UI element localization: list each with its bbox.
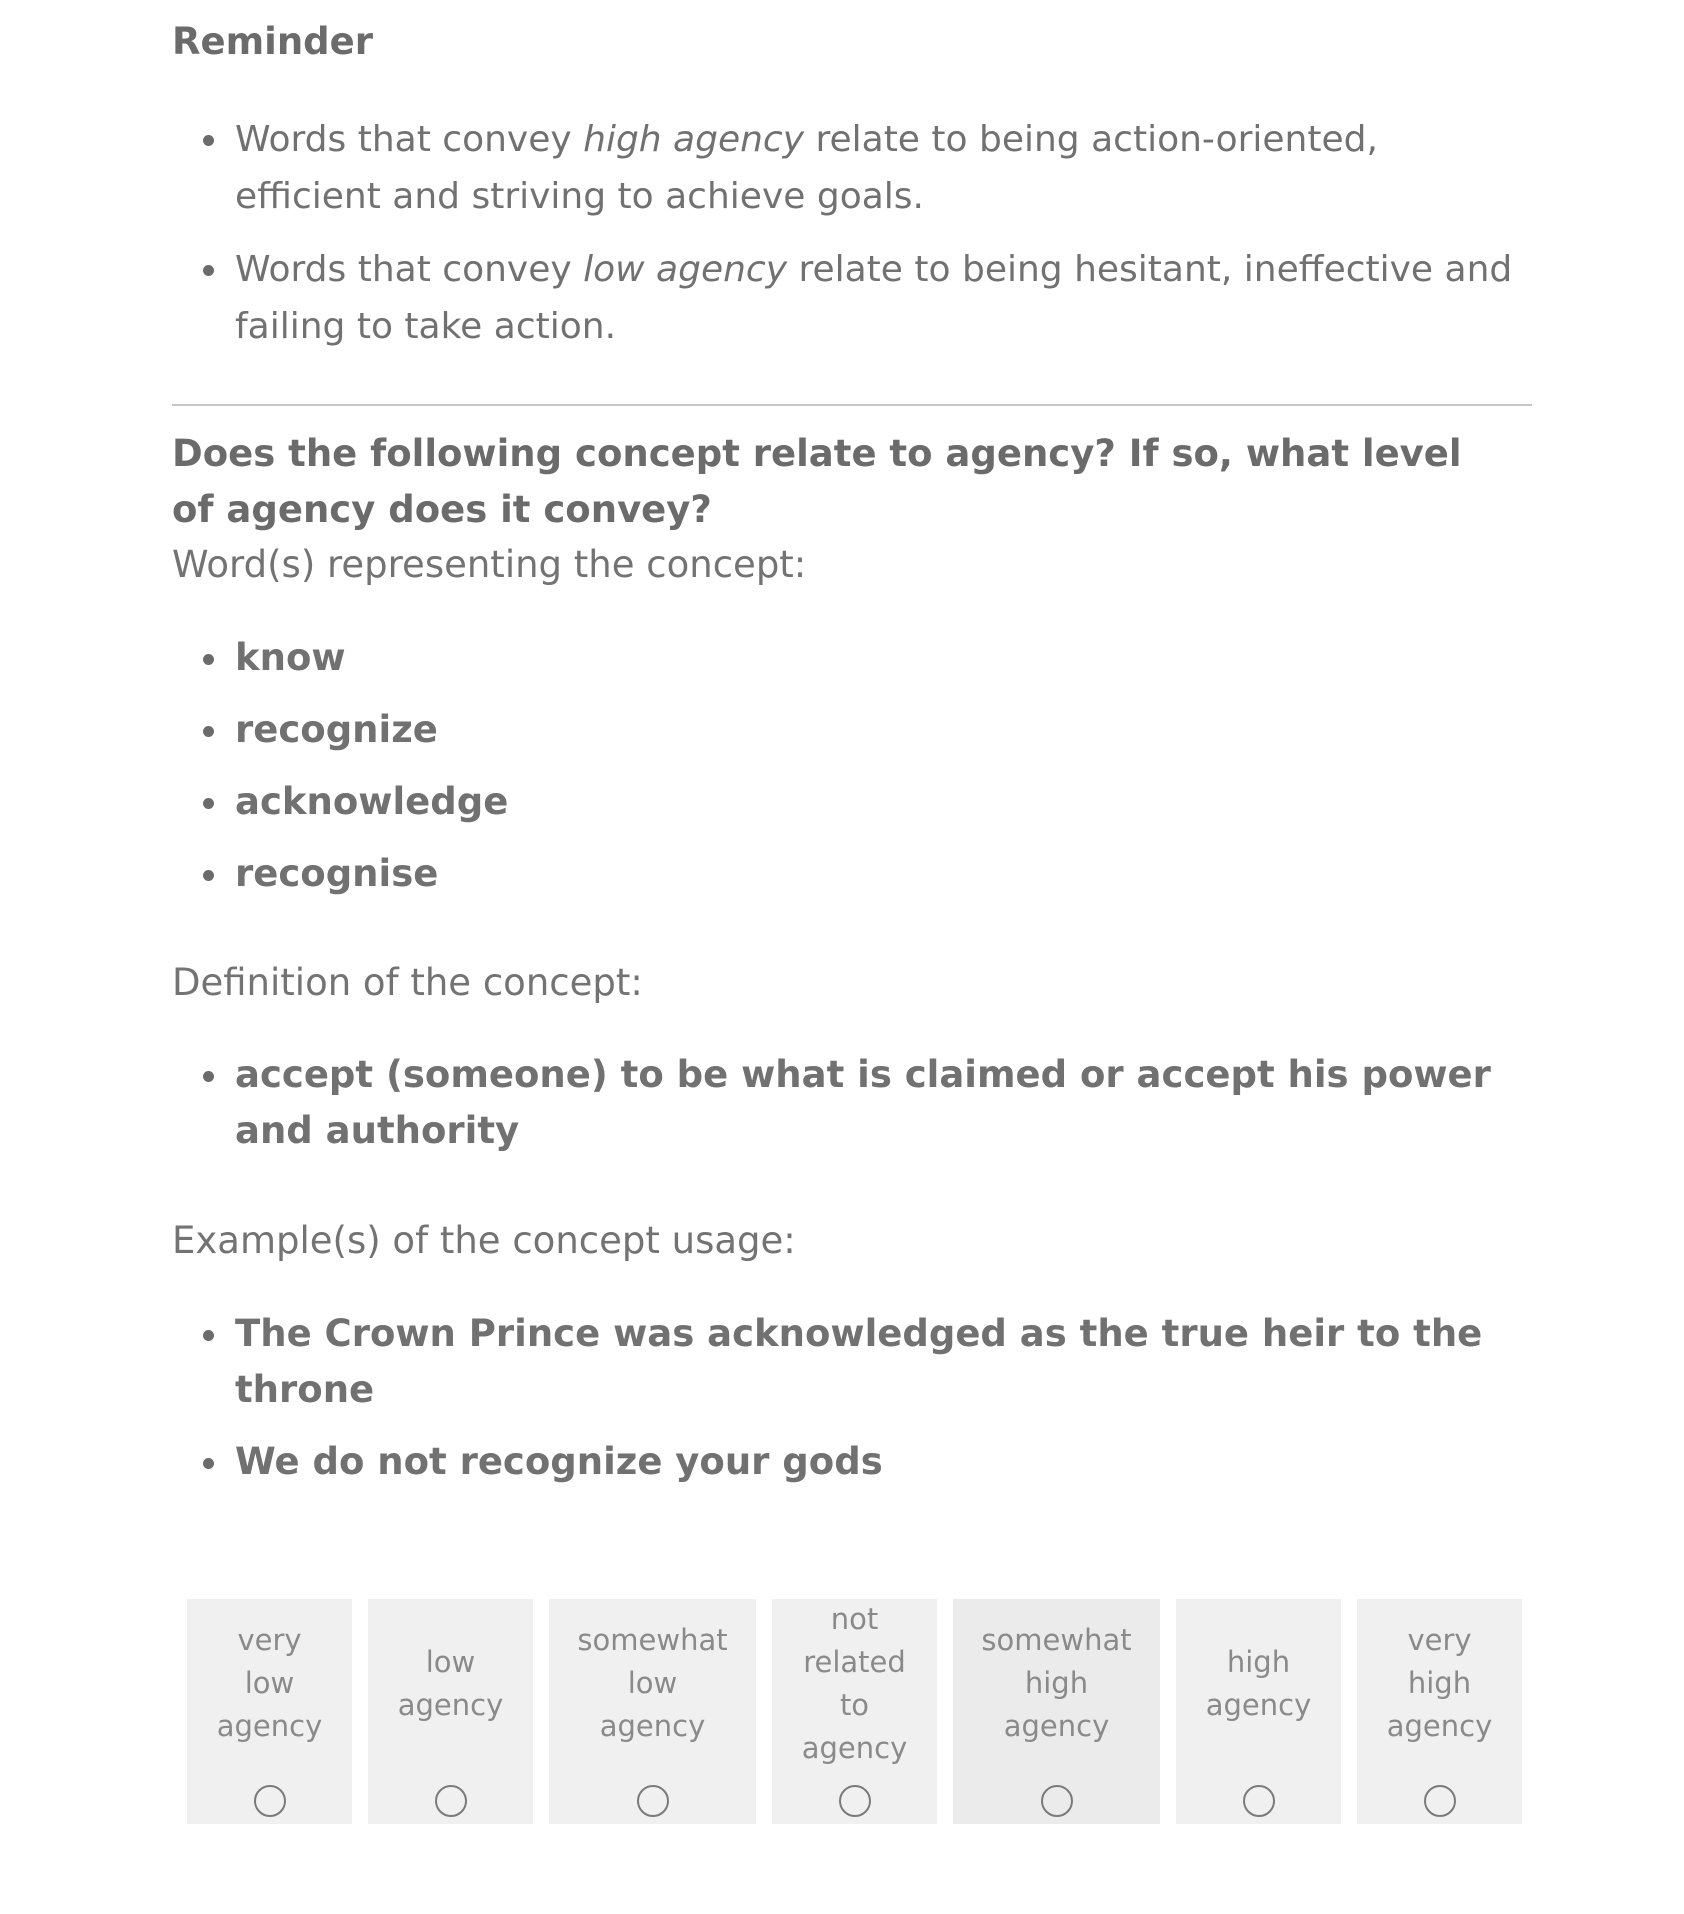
example-item: The Crown Prince was acknowledged as the true heir to the throne (172, 1306, 1532, 1418)
example-item: We do not recognize your gods (172, 1434, 1532, 1490)
option-label: low agency (397, 1645, 504, 1722)
word-item: recognise (172, 846, 1532, 902)
option-label: high agency (1205, 1645, 1312, 1722)
words-label: Word(s) representing the concept: (172, 543, 807, 586)
option-very-low-agency[interactable] (187, 1599, 352, 1824)
definition-label: Definition of the concept: (172, 961, 643, 1004)
radio-button[interactable] (839, 1785, 871, 1817)
word-item: acknowledge (172, 774, 1532, 830)
reminder-text: Words that convey (235, 119, 584, 160)
radio-button[interactable] (1243, 1785, 1275, 1817)
option-low-agency[interactable] (368, 1599, 533, 1824)
option-label: not related to agency (801, 1602, 908, 1765)
option-label: somewhat low agency (577, 1623, 728, 1743)
option-very-high-agency[interactable] (1357, 1599, 1522, 1824)
option-high-agency[interactable] (1176, 1599, 1341, 1824)
option-label: very low agency (216, 1623, 323, 1743)
section-divider (172, 404, 1532, 406)
word-item: recognize (172, 702, 1532, 758)
reminder-emphasis: high agency (583, 119, 805, 160)
option-not-related-to-agency[interactable] (772, 1599, 937, 1824)
option-somewhat-low-agency[interactable] (549, 1599, 756, 1824)
definition-list (172, 1047, 1532, 1159)
definition-item: accept (someone) to be what is claimed or accept his power and authority (172, 1047, 1532, 1159)
option-label: somewhat high agency (981, 1623, 1132, 1743)
reminder-title: Reminder (172, 20, 373, 63)
radio-button[interactable] (1424, 1785, 1456, 1817)
words-list (172, 630, 1532, 918)
question-text: Does the following concept relate to agency? If so, what level of agency does it convey? (172, 432, 1462, 531)
radio-button[interactable] (637, 1785, 669, 1817)
examples-label: Example(s) of the concept usage: (172, 1219, 796, 1262)
reminder-item-high-agency (172, 111, 1532, 225)
radio-button[interactable] (1041, 1785, 1073, 1817)
reminder-item-low-agency (172, 241, 1532, 355)
reminder-text: relate to being hesitant, ineffective and failing to take action. (235, 249, 1513, 347)
radio-button[interactable] (254, 1785, 286, 1817)
radio-button[interactable] (435, 1785, 467, 1817)
option-somewhat-high-agency[interactable] (953, 1599, 1160, 1824)
option-label: very high agency (1386, 1623, 1493, 1743)
examples-list (172, 1306, 1532, 1506)
reminder-text: relate to being action-oriented, efficient and striving to achieve goals. (235, 119, 1378, 217)
word-item: know (172, 630, 1532, 686)
reminder-list (172, 111, 1532, 371)
reminder-emphasis: low agency (583, 249, 788, 290)
reminder-text: Words that convey (235, 249, 584, 290)
